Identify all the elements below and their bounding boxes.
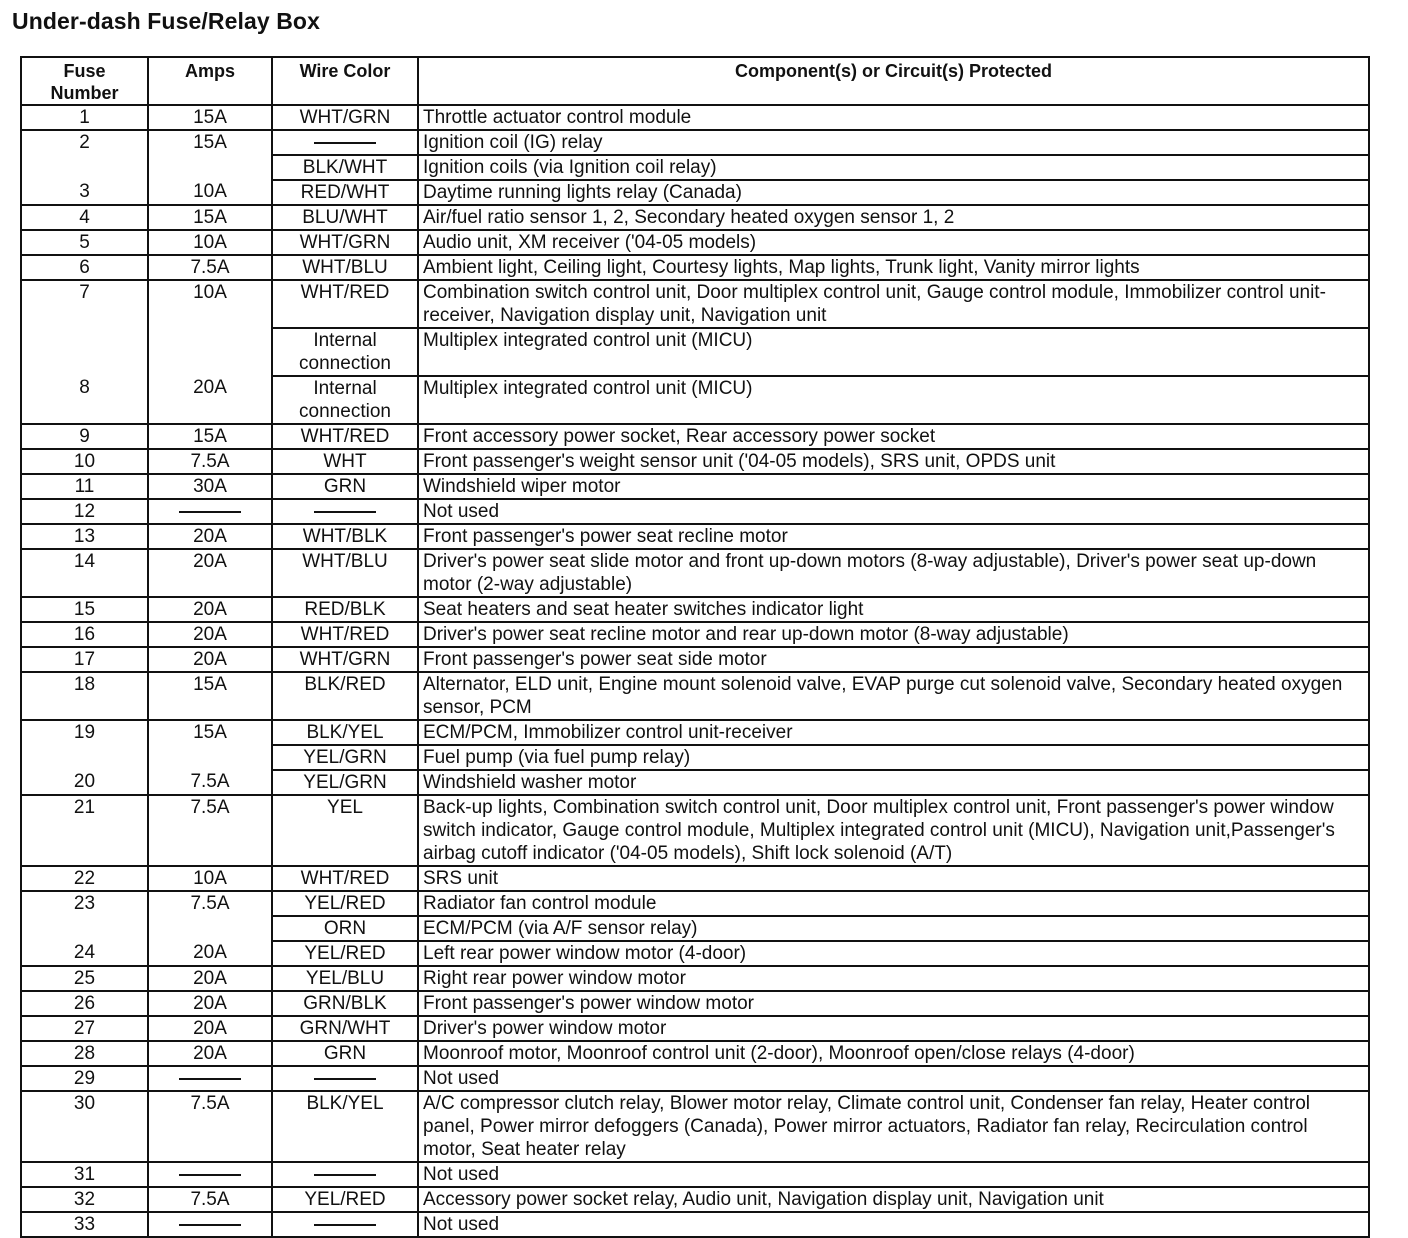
fuse-amps: 10A	[148, 230, 272, 255]
fuse-amps: 20A	[148, 549, 272, 597]
fuse-amps: 20A	[148, 376, 272, 424]
wire-color: Internal connection	[272, 328, 418, 376]
fuse-row	[21, 230, 1369, 255]
fuse-number: 5	[21, 230, 148, 255]
dash-mark	[179, 1224, 241, 1226]
wire-color	[272, 1066, 418, 1091]
wire-color: WHT/RED	[272, 424, 418, 449]
wire-color: YEL/RED	[272, 891, 418, 916]
fuse-number: 29	[21, 1066, 148, 1091]
wire-color: WHT/GRN	[272, 647, 418, 672]
wire-color: WHT/RED	[272, 866, 418, 891]
component-protected: Radiator fan control module	[418, 891, 1369, 916]
wire-color: YEL/BLU	[272, 966, 418, 991]
fuse-number: 17	[21, 647, 148, 672]
component-protected: Driver's power window motor	[418, 1016, 1369, 1041]
wire-color	[272, 499, 418, 524]
fuse-amps	[148, 1212, 272, 1237]
wire-color: WHT/BLU	[272, 255, 418, 280]
fuse-amps: 15A	[148, 130, 272, 180]
fuse-row	[21, 1162, 1369, 1187]
fuse-table-body	[21, 105, 1369, 1237]
fuse-amps: 15A	[148, 205, 272, 230]
header-fuse-number: Fuse Number	[21, 57, 148, 105]
component-protected: Combination switch control unit, Door multiplex control unit, Gauge control module, Immobilizer control unit-receiver, Navigation display unit, Navigation unit	[418, 280, 1369, 328]
component-protected: Driver's power seat slide motor and front up-down motors (8-way adjustable), Driver's power seat up-down motor (2-way adjustable)	[418, 549, 1369, 597]
wire-color: Internal connection	[272, 376, 418, 424]
fuse-number: 18	[21, 672, 148, 720]
dash-mark	[179, 511, 241, 513]
fuse-row	[21, 966, 1369, 991]
header-component: Component(s) or Circuit(s) Protected	[418, 57, 1369, 105]
fuse-row	[21, 376, 1369, 424]
fuse-number: 12	[21, 499, 148, 524]
fuse-number: 33	[21, 1212, 148, 1237]
fuse-number: 30	[21, 1091, 148, 1162]
wire-color: WHT/RED	[272, 622, 418, 647]
wire-color: WHT/GRN	[272, 105, 418, 130]
header-row	[21, 57, 1369, 105]
component-protected: Ambient light, Ceiling light, Courtesy lights, Map lights, Trunk light, Vanity mirror lights	[418, 255, 1369, 280]
fuse-amps: 15A	[148, 672, 272, 720]
component-protected: Front accessory power socket, Rear accessory power socket	[418, 424, 1369, 449]
component-protected: Not used	[418, 1066, 1369, 1091]
fuse-number: 2	[21, 130, 148, 180]
page-title: Under-dash Fuse/Relay Box	[12, 8, 320, 34]
fuse-amps: 7.5A	[148, 891, 272, 941]
wire-color: YEL/RED	[272, 941, 418, 966]
fuse-amps: 15A	[148, 720, 272, 770]
fuse-number: 1	[21, 105, 148, 130]
component-protected: SRS unit	[418, 866, 1369, 891]
component-protected: ECM/PCM, Immobilizer control unit-receiver	[418, 720, 1369, 745]
component-protected: A/C compressor clutch relay, Blower motor relay, Climate control unit, Condenser fan relay, Heater control panel, Power mirror defoggers (Canada), Power mirror actuators, Radiator fan relay, Recirculation control motor, Seat heater relay	[418, 1091, 1369, 1162]
component-protected: Not used	[418, 1212, 1369, 1237]
fuse-amps: 10A	[148, 280, 272, 376]
fuse-row	[21, 180, 1369, 205]
fuse-number: 22	[21, 866, 148, 891]
fuse-row	[21, 672, 1369, 720]
component-protected: Front passenger's power seat recline motor	[418, 524, 1369, 549]
fuse-amps: 30A	[148, 474, 272, 499]
fuse-row	[21, 795, 1369, 866]
wire-color: WHT	[272, 449, 418, 474]
fuse-number: 10	[21, 449, 148, 474]
wire-color: WHT/GRN	[272, 230, 418, 255]
wire-color: GRN	[272, 474, 418, 499]
wire-color: BLK/YEL	[272, 1091, 418, 1162]
fuse-amps: 20A	[148, 1016, 272, 1041]
wire-color: RED/BLK	[272, 597, 418, 622]
wire-color: RED/WHT	[272, 180, 418, 205]
fuse-number: 15	[21, 597, 148, 622]
fuse-amps: 7.5A	[148, 770, 272, 795]
fuse-row	[21, 105, 1369, 130]
component-protected: Windshield wiper motor	[418, 474, 1369, 499]
fuse-row	[21, 597, 1369, 622]
component-protected: Multiplex integrated control unit (MICU)	[418, 376, 1369, 424]
wire-color: BLK/WHT	[272, 155, 418, 180]
fuse-amps: 15A	[148, 105, 272, 130]
component-protected: Audio unit, XM receiver ('04-05 models)	[418, 230, 1369, 255]
fuse-amps: 20A	[148, 647, 272, 672]
fuse-row	[21, 255, 1369, 280]
fuse-row	[21, 524, 1369, 549]
fuse-number: 8	[21, 376, 148, 424]
fuse-row	[21, 1091, 1369, 1162]
fuse-number: 27	[21, 1016, 148, 1041]
wire-color: GRN	[272, 1041, 418, 1066]
fuse-number: 28	[21, 1041, 148, 1066]
fuse-row	[21, 770, 1369, 795]
fuse-number: 21	[21, 795, 148, 866]
wire-color: WHT/BLK	[272, 524, 418, 549]
wire-color	[272, 130, 418, 155]
fuse-number: 3	[21, 180, 148, 205]
fuse-number: 7	[21, 280, 148, 376]
component-protected: Left rear power window motor (4-door)	[418, 941, 1369, 966]
fuse-number: 6	[21, 255, 148, 280]
wire-color: YEL	[272, 795, 418, 866]
component-protected: Not used	[418, 1162, 1369, 1187]
fuse-row	[21, 499, 1369, 524]
fuse-amps: 20A	[148, 622, 272, 647]
fuse-amps: 7.5A	[148, 795, 272, 866]
fuse-row	[21, 1187, 1369, 1212]
component-protected: Front passenger's weight sensor unit ('04-05 models), SRS unit, OPDS unit	[418, 449, 1369, 474]
wire-color	[272, 1212, 418, 1237]
fuse-number: 13	[21, 524, 148, 549]
fuse-row	[21, 941, 1369, 966]
fuse-amps	[148, 1066, 272, 1091]
fuse-number: 24	[21, 941, 148, 966]
fuse-row	[21, 205, 1369, 230]
component-protected: Ignition coils (via Ignition coil relay)	[418, 155, 1369, 180]
fuse-amps: 20A	[148, 524, 272, 549]
fuse-row	[21, 647, 1369, 672]
component-protected: Ignition coil (IG) relay	[418, 130, 1369, 155]
fuse-number: 20	[21, 770, 148, 795]
fuse-amps	[148, 499, 272, 524]
component-protected: Moonroof motor, Moonroof control unit (2-door), Moonroof open/close relays (4-door)	[418, 1041, 1369, 1066]
wire-color: BLK/RED	[272, 672, 418, 720]
fuse-amps	[148, 1162, 272, 1187]
fuse-number: 32	[21, 1187, 148, 1212]
component-protected: Fuel pump (via fuel pump relay)	[418, 745, 1369, 770]
fuse-amps: 20A	[148, 597, 272, 622]
fuse-row	[21, 280, 1369, 328]
wire-color: BLU/WHT	[272, 205, 418, 230]
wire-color: BLK/YEL	[272, 720, 418, 745]
fuse-row	[21, 991, 1369, 1016]
component-protected: Accessory power socket relay, Audio unit, Navigation display unit, Navigation unit	[418, 1187, 1369, 1212]
fuse-row	[21, 866, 1369, 891]
fuse-row	[21, 1212, 1369, 1237]
fuse-row	[21, 622, 1369, 647]
fuse-number: 14	[21, 549, 148, 597]
fuse-table	[20, 56, 1370, 1238]
component-protected: Air/fuel ratio sensor 1, 2, Secondary heated oxygen sensor 1, 2	[418, 205, 1369, 230]
component-protected: Driver's power seat recline motor and rear up-down motor (8-way adjustable)	[418, 622, 1369, 647]
wire-color: ORN	[272, 916, 418, 941]
fuse-number: 19	[21, 720, 148, 770]
component-protected: Windshield washer motor	[418, 770, 1369, 795]
fuse-number: 31	[21, 1162, 148, 1187]
dash-mark	[314, 1224, 376, 1226]
component-protected: Throttle actuator control module	[418, 105, 1369, 130]
wire-color: WHT/RED	[272, 280, 418, 328]
header-wire-color: Wire Color	[272, 57, 418, 105]
wire-color	[272, 1162, 418, 1187]
fuse-row	[21, 549, 1369, 597]
fuse-number: 26	[21, 991, 148, 1016]
fuse-row	[21, 1066, 1369, 1091]
fuse-amps: 10A	[148, 866, 272, 891]
fuse-row	[21, 1041, 1369, 1066]
component-protected: Seat heaters and seat heater switches indicator light	[418, 597, 1369, 622]
dash-mark	[179, 1078, 241, 1080]
dash-mark	[314, 1078, 376, 1080]
fuse-row	[21, 424, 1369, 449]
fuse-number: 9	[21, 424, 148, 449]
fuse-amps: 7.5A	[148, 449, 272, 474]
component-protected: Front passenger's power seat side motor	[418, 647, 1369, 672]
fuse-number: 16	[21, 622, 148, 647]
fuse-number: 11	[21, 474, 148, 499]
component-protected: Not used	[418, 499, 1369, 524]
fuse-amps: 20A	[148, 991, 272, 1016]
fuse-amps: 20A	[148, 1041, 272, 1066]
fuse-amps: 7.5A	[148, 1091, 272, 1162]
component-protected: Back-up lights, Combination switch control unit, Door multiplex control unit, Front passenger's power window switch indicator, Gauge control module, Multiplex integrated control unit (MICU), Navigation unit,Passenger's airbag cutoff indicator ('04-05 models), Shift lock solenoid (A/T)	[418, 795, 1369, 866]
dash-mark	[314, 142, 376, 144]
component-protected: Daytime running lights relay (Canada)	[418, 180, 1369, 205]
component-protected: Front passenger's power window motor	[418, 991, 1369, 1016]
fuse-row	[21, 891, 1369, 916]
fuse-row	[21, 1016, 1369, 1041]
fuse-number: 23	[21, 891, 148, 941]
dash-mark	[314, 1174, 376, 1176]
fuse-number: 4	[21, 205, 148, 230]
wire-color: GRN/BLK	[272, 991, 418, 1016]
wire-color: YEL/GRN	[272, 770, 418, 795]
fuse-amps: 20A	[148, 941, 272, 966]
fuse-amps: 15A	[148, 424, 272, 449]
dash-mark	[314, 511, 376, 513]
dash-mark	[179, 1174, 241, 1176]
wire-color: GRN/WHT	[272, 1016, 418, 1041]
component-protected: Multiplex integrated control unit (MICU)	[418, 328, 1369, 376]
fuse-row	[21, 449, 1369, 474]
fuse-amps: 10A	[148, 180, 272, 205]
wire-color: YEL/GRN	[272, 745, 418, 770]
fuse-row	[21, 474, 1369, 499]
fuse-row	[21, 130, 1369, 155]
fuse-amps: 7.5A	[148, 1187, 272, 1212]
fuse-amps: 7.5A	[148, 255, 272, 280]
fuse-number: 25	[21, 966, 148, 991]
fuse-row	[21, 720, 1369, 745]
component-protected: Right rear power window motor	[418, 966, 1369, 991]
component-protected: Alternator, ELD unit, Engine mount solenoid valve, EVAP purge cut solenoid valve, Secondary heated oxygen sensor, PCM	[418, 672, 1369, 720]
component-protected: ECM/PCM (via A/F sensor relay)	[418, 916, 1369, 941]
fuse-amps: 20A	[148, 966, 272, 991]
header-amps: Amps	[148, 57, 272, 105]
wire-color: WHT/BLU	[272, 549, 418, 597]
wire-color: YEL/RED	[272, 1187, 418, 1212]
